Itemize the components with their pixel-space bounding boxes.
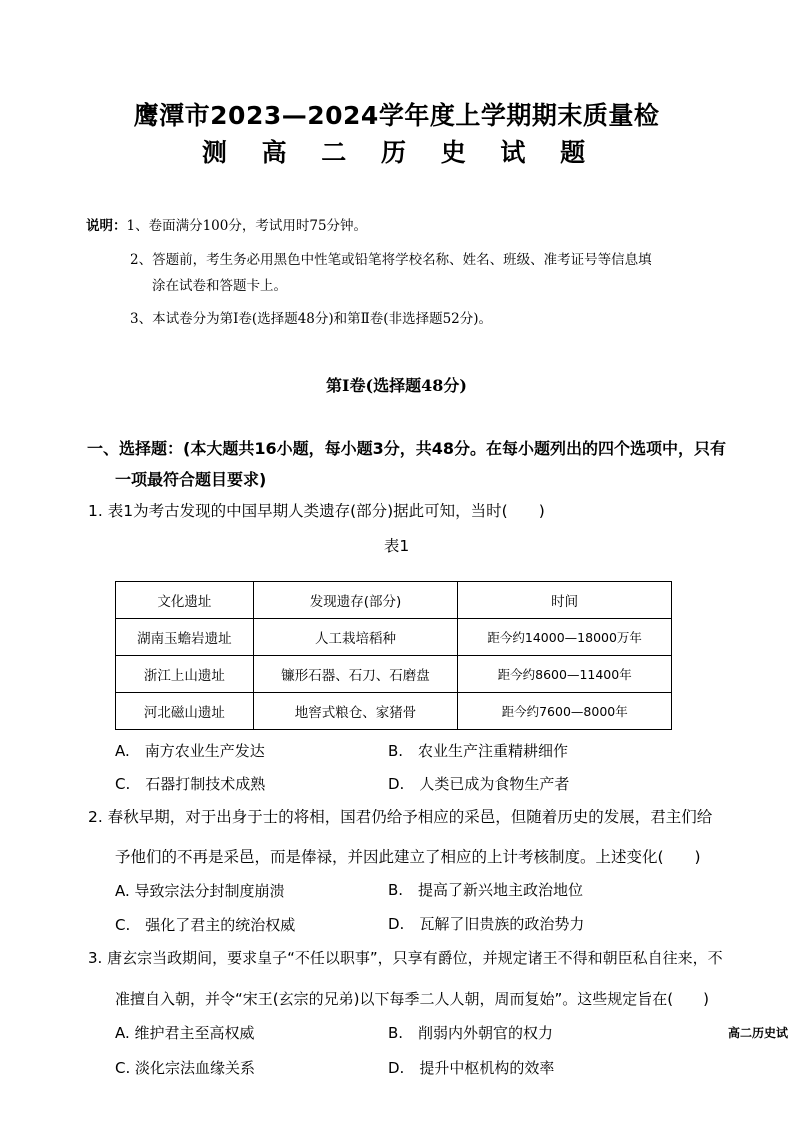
q1-table-caption: 表1 [383,537,410,555]
q2-stem-line2: 予他们的不再是采邑，而是俸禄，并因此建立了相应的上计考核制度。上述变化( ) [115,848,701,866]
q1-option-a: A. 南方农业生产发达 [115,742,265,760]
q1-table-header: 文化遗址 [116,582,254,619]
page-footer: 高二历史试 [728,1026,789,1040]
q2-stem-line1: 2. 春秋早期，对于出身于士的将相，国君仍给予相应的采邑，但随着历史的发展，君主们给 [88,808,713,826]
q1-option-d: D. 人类已成为食物生产者 [388,775,570,793]
instructions-item3: 3、本试卷分为第Ⅰ卷(选择题48分)和第Ⅱ卷(非选择题52分)。 [130,311,493,327]
q2-option-d: D. 瓦解了旧贵族的政治势力 [388,915,585,933]
q3-option-b: B. 削弱内外朝官的权力 [388,1024,554,1042]
q1-table [115,581,672,730]
section-heading-line1: 一、选择题：(本大题共16小题，每小题3分，共48分。在每小题列出的四个选项中，只有 [87,439,726,458]
q1-table-row [116,656,672,693]
q3-stem-line1: 3. 唐玄宗当政期间，要求皇子“不任以职事”，只享有爵位，并规定诸王不得和朝臣私自往来，不 [88,949,723,967]
q1-table-header-row [116,582,672,619]
q2-option-a: A. 导致宗法分封制度崩溃 [115,882,285,900]
q2-option-c: C. 强化了君主的统治权威 [115,916,296,934]
instructions-item2-line1: 2、答题前，考生务必用黑色中性笔或铅笔将学校名称、姓名、班级、准考证号等信息填 [130,252,652,268]
q1-stem: 1. 表1为考古发现的中国早期人类遗存(部分)据此可知，当时( ) [88,502,545,520]
instructions-item1 [86,214,367,234]
q1-option-b: B. 农业生产注重精耕细作 [388,742,569,760]
q3-option-d: D. 提升中枢机构的效率 [388,1059,555,1077]
q1-table-header: 发现遗存(部分) [253,582,458,619]
q1-table-cell: 距今约14000—18000万年 [458,619,672,656]
q1-option-c: C. 石器打制技术成熟 [115,775,266,793]
q1-table-cell: 镰形石器、石刀、石磨盘 [253,656,458,693]
q1-table-cell: 距今约8600—11400年 [458,656,672,693]
q3-option-a: A. 维护君主至高权威 [115,1024,255,1042]
section-heading-line2: 一项最符合题目要求) [115,470,267,489]
q2-option-b: B. 提高了新兴地主政治地位 [388,881,584,899]
q1-table-row [116,619,672,656]
part1-heading: 第Ⅰ卷(选择题48分) [326,376,467,395]
page-title-line2: 测 高 二 历 史 试 题 [201,138,592,167]
q1-table-cell: 地窖式粮仓、家猪骨 [253,693,458,730]
q1-table-cell: 河北磁山遗址 [116,693,254,730]
instructions-item1-text: 1、卷面满分100分，考试用时75分钟。 [126,218,368,234]
q3-stem-line2: 准擅自入朝，并令“宋王(玄宗的兄弟)以下每季二人人朝，周而复始”。这些规定旨在( ) [115,990,709,1008]
q1-table-cell: 距今约7600—8000年 [458,693,672,730]
instructions-label: 说明： [86,218,127,234]
instructions-item2-line2: 涂在试卷和答题卡上。 [152,278,287,294]
q1-table-cell: 人工栽培稻种 [253,619,458,656]
q1-table-header: 时间 [458,582,672,619]
page-title-line1: 鹰潭市2023—2024学年度上学期期末质量检 [133,101,660,130]
q3-option-c: C. 淡化宗法血缘关系 [115,1059,256,1077]
q1-table-row [116,693,672,730]
q1-table-cell: 浙江上山遗址 [116,656,254,693]
q1-table-cell: 湖南玉蟾岩遗址 [116,619,254,656]
